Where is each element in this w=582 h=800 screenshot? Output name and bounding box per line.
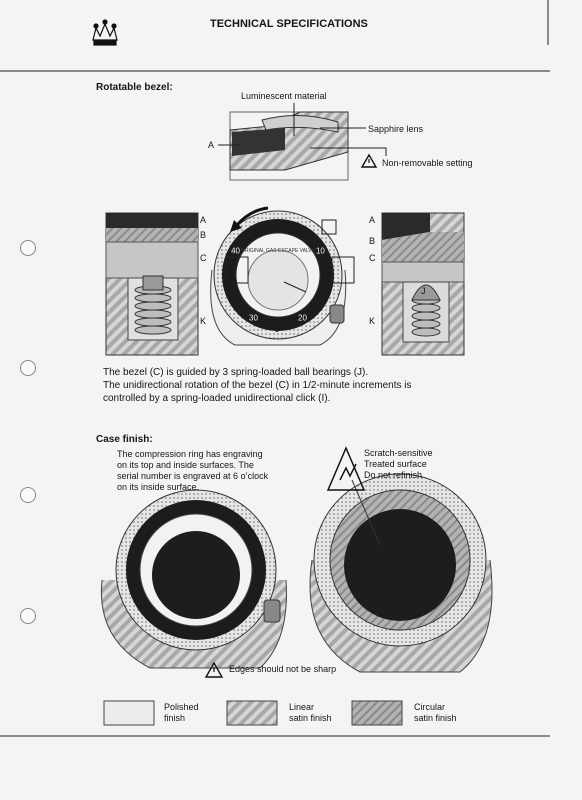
legend-label: Circular bbox=[414, 702, 446, 712]
legend-label: Polished bbox=[164, 702, 199, 712]
label-j: J bbox=[287, 225, 292, 235]
legend-linear bbox=[289, 702, 332, 724]
warning-line: Do not refinish bbox=[364, 470, 423, 480]
bottom-left-watch bbox=[101, 490, 286, 668]
label-k: K bbox=[200, 316, 207, 326]
legend-swatch-linear bbox=[227, 701, 277, 725]
legend-polished bbox=[164, 702, 199, 724]
left-detail-panel bbox=[106, 213, 198, 355]
note-line: The compression ring has engraving bbox=[117, 449, 263, 459]
label-a: A bbox=[369, 215, 376, 225]
legend-swatch-circular bbox=[352, 701, 402, 725]
compression-ring-note bbox=[117, 449, 287, 493]
bezel-numeral: 10 bbox=[315, 246, 325, 256]
bezel-cross-section bbox=[218, 103, 386, 180]
label-j: J bbox=[421, 286, 426, 296]
legend-label: Linear bbox=[289, 702, 315, 712]
callout-non-removable: Non-removable setting bbox=[382, 158, 473, 168]
legend-circular bbox=[414, 702, 457, 724]
legend-label: satin finish bbox=[289, 713, 332, 723]
page-title: TECHNICAL SPECIFICATIONS bbox=[210, 18, 368, 30]
legend-swatch-polished bbox=[104, 701, 154, 725]
bezel-description-line: The bezel (C) is guided by 3 spring-loaded ball bearings (J). bbox=[103, 367, 369, 378]
label-b: B bbox=[369, 236, 376, 246]
right-detail-panel bbox=[382, 213, 464, 355]
label-c: C bbox=[369, 253, 376, 263]
label-j: J bbox=[275, 324, 280, 334]
bezel-description-line: controlled by a spring-loaded unidirectional click (I). bbox=[103, 393, 331, 404]
crown-logo bbox=[93, 20, 117, 45]
punch-hole bbox=[20, 608, 36, 624]
bezel-numeral: 30 bbox=[249, 313, 258, 323]
punch-hole bbox=[20, 240, 36, 256]
callout-sapphire: Sapphire lens bbox=[368, 124, 424, 134]
center-watch bbox=[211, 208, 354, 345]
punch-hole bbox=[20, 360, 36, 376]
label-b: B bbox=[200, 230, 207, 240]
punch-hole bbox=[20, 487, 36, 503]
warning-line: Scratch-sensitive bbox=[364, 448, 433, 458]
bezel-numeral: 40 bbox=[231, 246, 241, 256]
legend-label: satin finish bbox=[414, 713, 457, 723]
bezel-description-line: The unidirectional rotation of the bezel (C) in 1/2-minute increments is bbox=[103, 380, 412, 391]
bezel-numeral: 20 bbox=[298, 313, 307, 323]
label-a: A bbox=[208, 140, 215, 150]
label-k: K bbox=[369, 316, 376, 326]
edges-warning-text: Edges should not be sharp bbox=[229, 664, 337, 674]
label-a: A bbox=[200, 215, 207, 225]
note-line: serial number is engraved at 6 o’clock bbox=[117, 471, 269, 481]
label-c: C bbox=[200, 253, 207, 263]
callout-luminescent: Luminescent material bbox=[241, 91, 327, 101]
note-line: on its inside surface. bbox=[117, 482, 200, 492]
dial-engraving: ORIGINAL GAS ESCAPE VALVE bbox=[240, 248, 316, 254]
section-heading-case-finish: Case finish: bbox=[96, 434, 153, 445]
bottom-right-watch bbox=[310, 448, 492, 672]
note-line: on its top and inside surfaces. The bbox=[117, 460, 254, 470]
bezel-description bbox=[103, 366, 543, 405]
legend-label: finish bbox=[164, 713, 186, 723]
warning-line: Treated surface bbox=[364, 459, 427, 469]
section-heading-rotatable-bezel: Rotatable bezel: bbox=[96, 82, 173, 93]
scratch-warning bbox=[364, 448, 433, 481]
